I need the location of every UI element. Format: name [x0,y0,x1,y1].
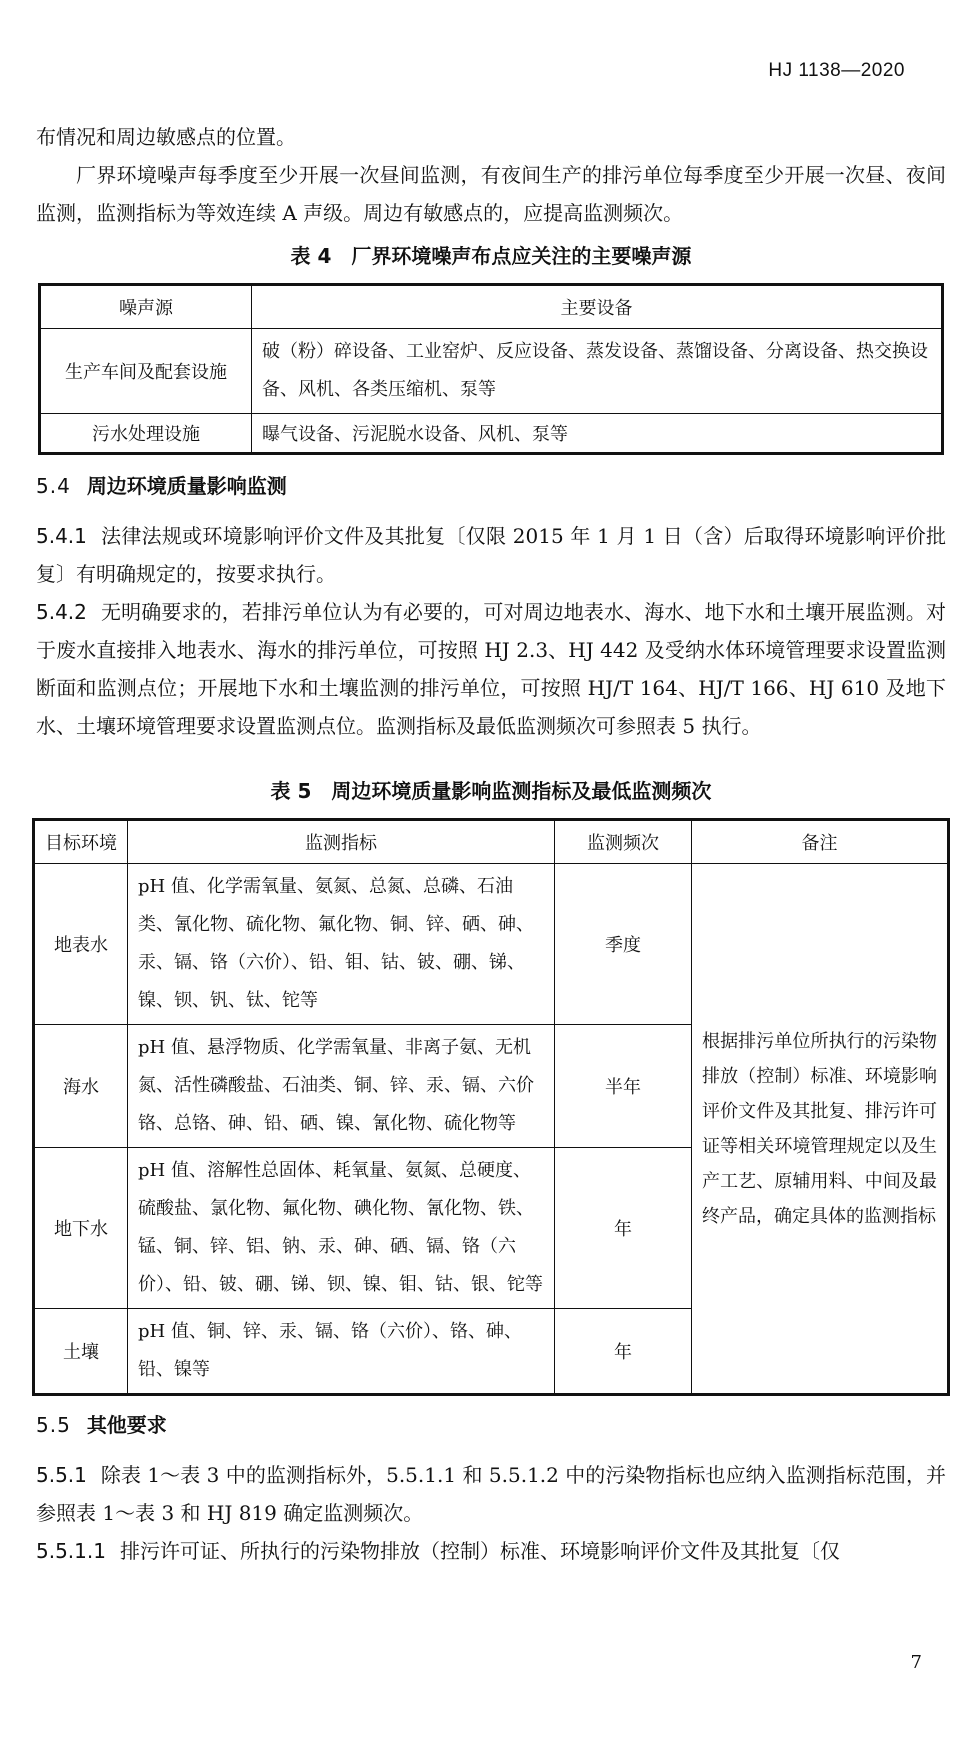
table5-cell-frequency: 年 [555,1309,692,1395]
table5-cell-env: 土壤 [34,1309,128,1395]
table-row [40,329,943,414]
table5-cell-frequency: 季度 [555,864,692,1025]
section-heading-5-4: 5.4 周边环境质量影响监测 [36,474,287,498]
table4-cell-source: 生产车间及配套设施 [40,329,252,414]
paragraph-noise-monitoring: 厂界环境噪声每季度至少开展一次昼间监测，有夜间生产的排污单位每季度至少开展一次昼、夜间监测，监测指标为等效连续 A 声级。周边有敏感点的，应提高监测频次。 [36,163,946,225]
table5-header-frequency: 监测频次 [555,820,692,864]
clause-5-4-1: 5.4.1 法律法规或环境影响评价文件及其批复〔仅限 2015 年 1 月 1 日（含）后取得环境影响评价批复〕有明确规定的，按要求执行。 [36,524,946,586]
table4-header-source: 噪声源 [40,285,252,329]
table5-cell-env: 海水 [34,1025,128,1148]
table5-header-note: 备注 [692,820,949,864]
page-number: 7 [910,1652,922,1673]
table5-header-env: 目标环境 [34,820,128,864]
document-code: HJ 1138—2020 [768,60,905,81]
table5 [32,818,950,1396]
table-row [40,414,943,454]
section-heading-5-5: 5.5 其他要求 [36,1413,167,1437]
clause-5-4-2: 5.4.2 无明确要求的，若排污单位认为有必要的，可对周边地表水、海水、地下水和土壤开展监测。对于废水直接排入地表水、海水的排污单位，可按照 HJ 2.3、HJ 442 及受纳水体环境管理要求设置监测断面和监测点位；开展地下水和土壤监测的排污单位，可按照 HJ/T 164、HJ/T 166、HJ 610 及地下水、土壤环境管理要求设置监测点位。监测指标及最低监测频次可参照表 5 执行。 [36,600,946,738]
table5-cell-env: 地下水 [34,1148,128,1309]
table5-cell-indicators: pH 值、悬浮物质、化学需氧量、非离子氨、无机氮、活性磷酸盐、石油类、铜、锌、汞、镉、六价铬、总铬、砷、铅、硒、镍、氰化物、硫化物等 [128,1025,555,1148]
table4 [38,283,944,455]
table5-cell-env: 地表水 [34,864,128,1025]
table4-cell-equipment: 曝气设备、污泥脱水设备、风机、泵等 [252,414,943,454]
table5-cell-indicators: pH 值、铜、锌、汞、镉、铬（六价）、铬、砷、铅、镍等 [128,1309,555,1395]
table5-header-row [34,820,949,864]
table4-header-equipment: 主要设备 [252,285,943,329]
table4-cell-equipment: 破（粉）碎设备、工业窑炉、反应设备、蒸发设备、蒸馏设备、分离设备、热交换设备、风机、各类压缩机、泵等 [252,329,943,414]
table5-cell-indicators: pH 值、化学需氧量、氨氮、总氮、总磷、石油类、氰化物、硫化物、氟化物、铜、锌、硒、砷、汞、镉、铬（六价）、铅、钼、钴、铍、硼、锑、镍、钡、钒、钛、铊等 [128,864,555,1025]
table5-cell-frequency: 半年 [555,1025,692,1148]
table4-caption: 表 4 厂界环境噪声布点应关注的主要噪声源 [290,244,692,268]
table5-caption: 表 5 周边环境质量影响监测指标及最低监测频次 [270,779,712,803]
paragraph-continued: 布情况和周边敏感点的位置。 [36,125,296,149]
table4-header-row [40,285,943,329]
table4-cell-source: 污水处理设施 [40,414,252,454]
page-content [36,118,946,1570]
table5-cell-note: 根据排污单位所执行的污染物排放（控制）标准、环境影响评价文件及其批复、排污许可证等相关环境管理规定以及生产工艺、原辅用料、中间及最终产品，确定具体的监测指标 [692,864,949,1395]
table5-cell-indicators: pH 值、溶解性总固体、耗氧量、氨氮、总硬度、硫酸盐、氯化物、氟化物、碘化物、氰化物、铁、锰、铜、锌、铝、钠、汞、砷、硒、镉、铬（六价）、铅、铍、硼、锑、钡、镍、钼、钴、银、铊等 [128,1148,555,1309]
clause-5-5-1: 5.5.1 除表 1～表 3 中的监测指标外，5.5.1.1 和 5.5.1.2 中的污染物指标也应纳入监测指标范围，并参照表 1～表 3 和 HJ 819 确定监测频次。 [36,1463,946,1525]
clause-5-5-1-1: 5.5.1.1 排污许可证、所执行的污染物排放（控制）标准、环境影响评价文件及其批复〔仅 [36,1539,840,1563]
table5-cell-frequency: 年 [555,1148,692,1309]
table-row [34,864,949,1025]
table5-header-indicators: 监测指标 [128,820,555,864]
